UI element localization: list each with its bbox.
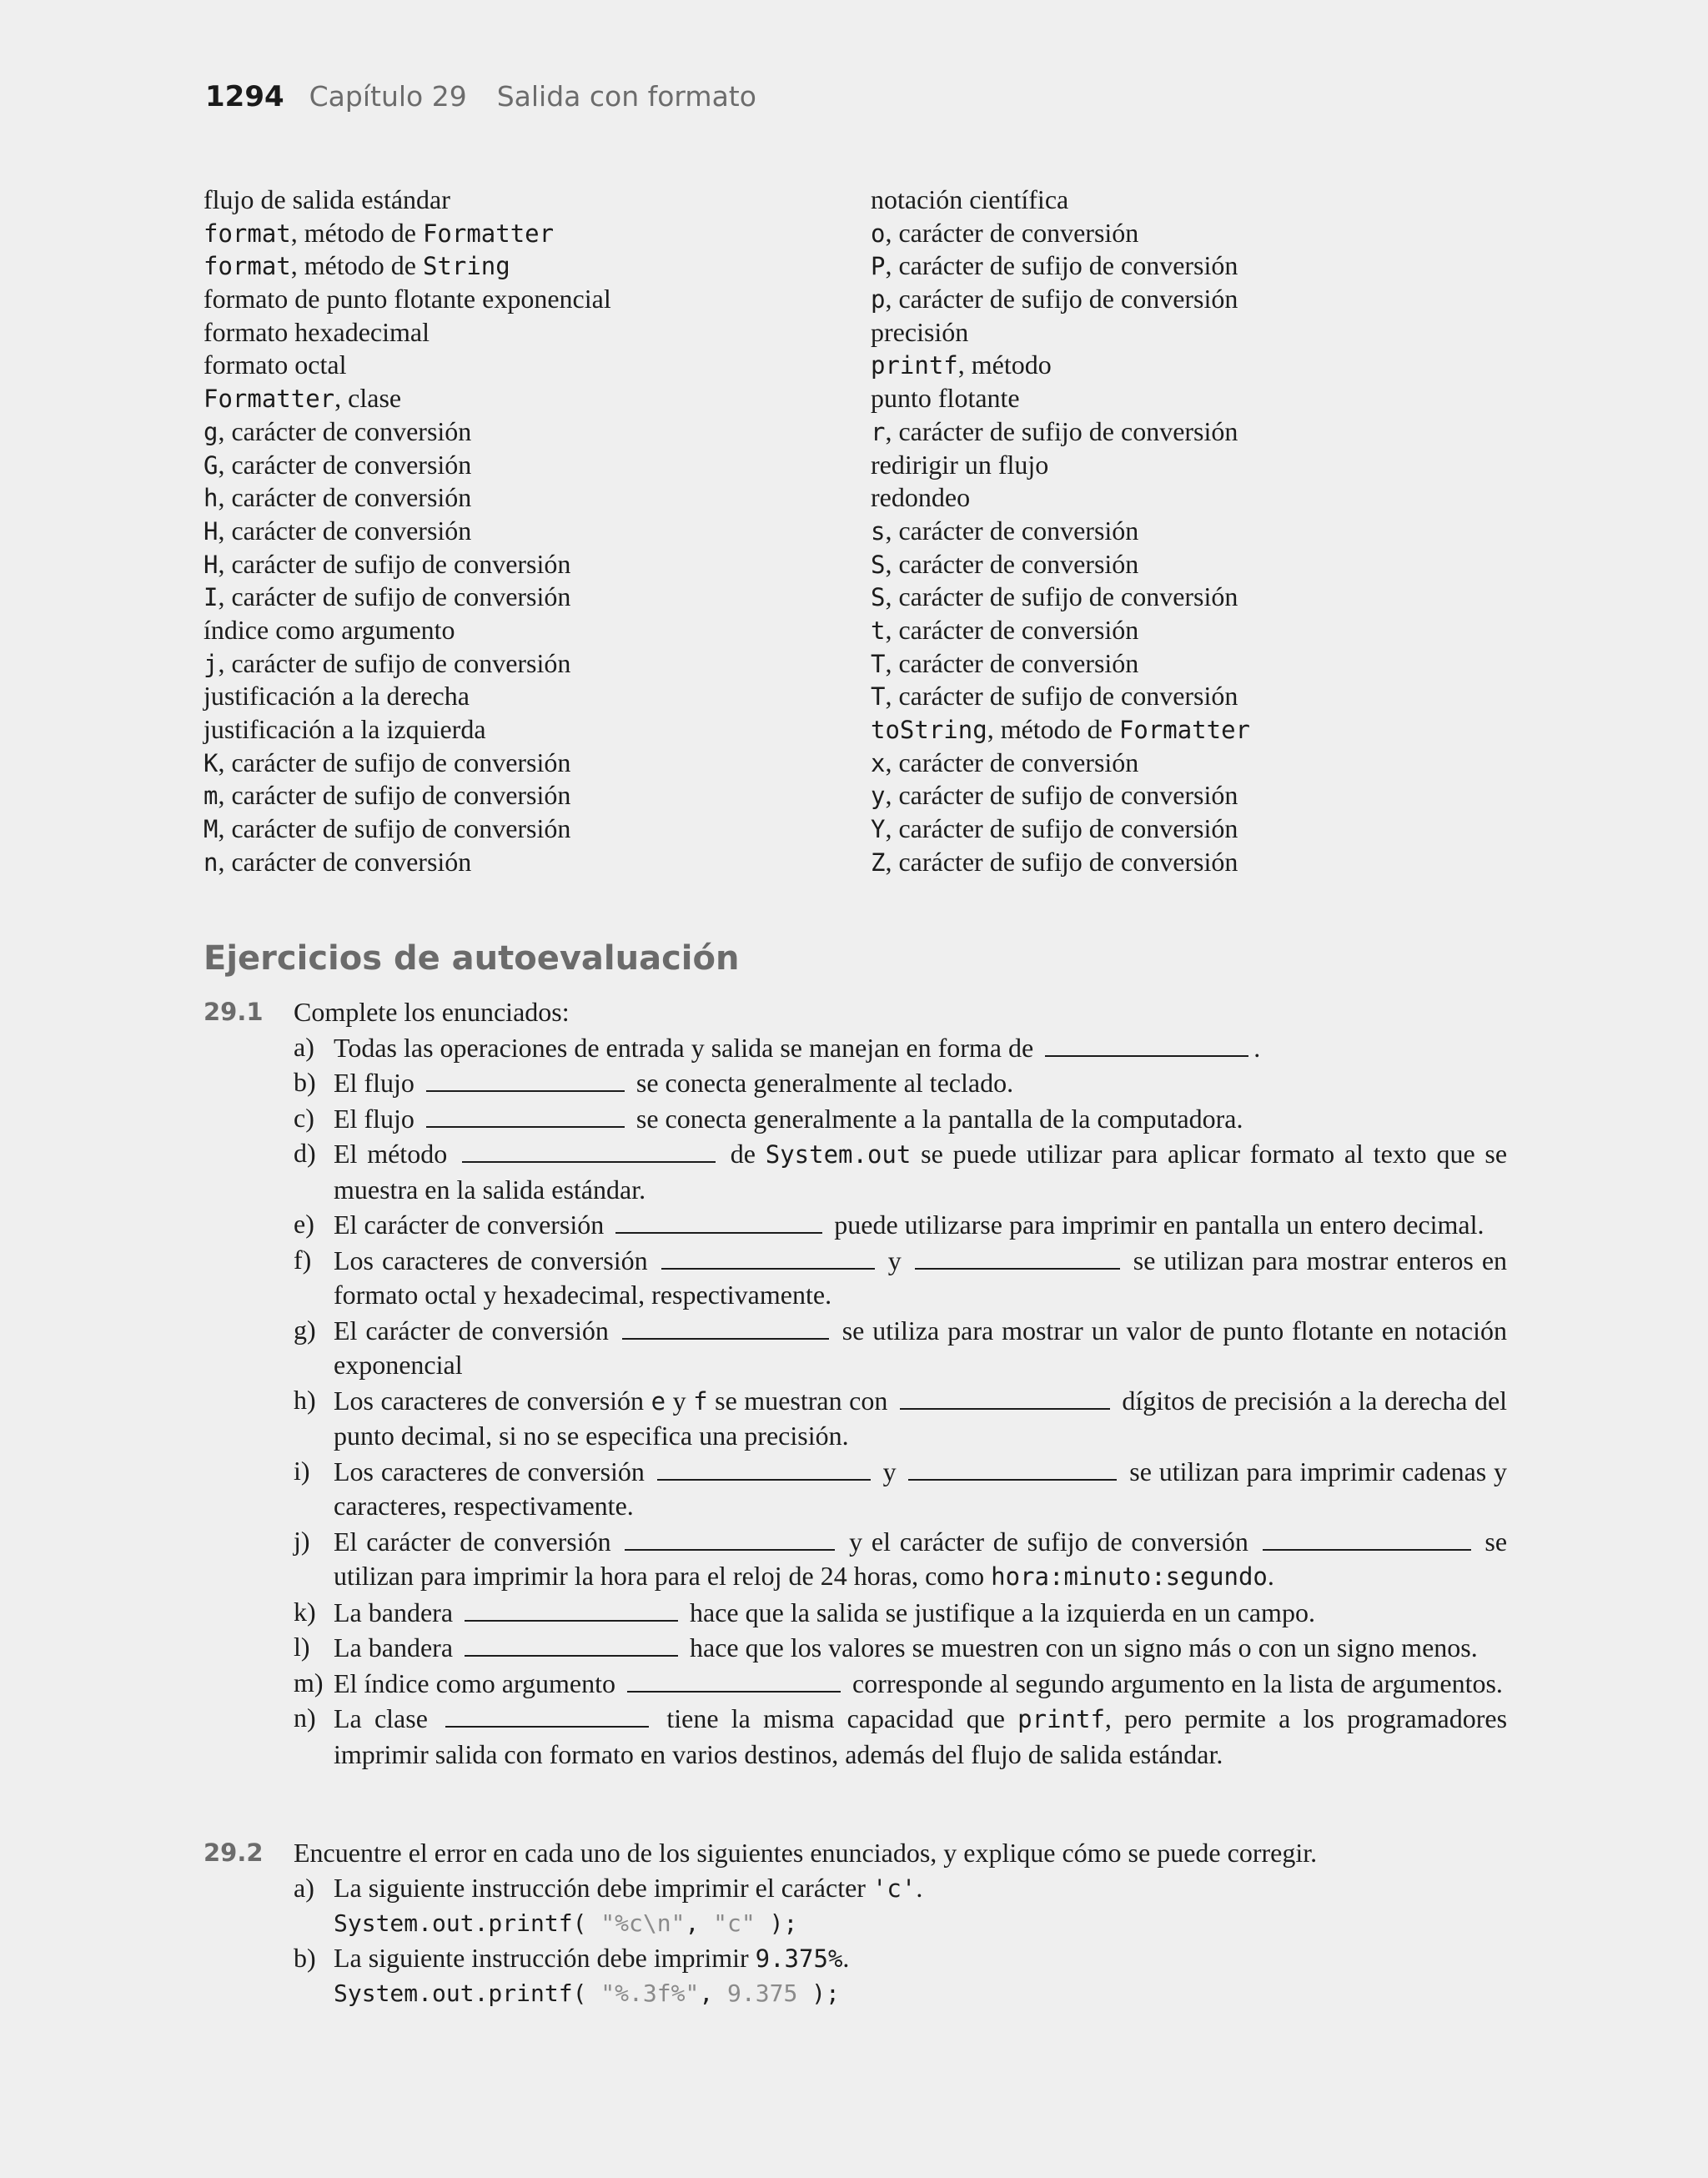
term-code: format bbox=[203, 219, 291, 248]
index-term bbox=[871, 184, 1538, 217]
code-line: System.out.printf( "%.3f%", 9.375 ); bbox=[334, 1979, 840, 2007]
term-text: índice como argumento bbox=[203, 614, 455, 645]
index-term bbox=[871, 747, 1538, 780]
item-text: La bandera bbox=[334, 1632, 454, 1662]
section-title: Ejercicios de autoevaluación bbox=[203, 939, 740, 978]
term-code: S bbox=[871, 583, 886, 612]
term-text: , carácter de conversión bbox=[218, 846, 472, 877]
index-term bbox=[203, 184, 871, 217]
answer-blank[interactable] bbox=[661, 1243, 875, 1270]
term-text: , carácter de conversión bbox=[885, 614, 1139, 645]
answer-blank[interactable] bbox=[622, 1313, 829, 1340]
answer-blank[interactable] bbox=[615, 1207, 822, 1234]
page-header bbox=[205, 80, 756, 117]
index-term bbox=[871, 249, 1538, 283]
index-term bbox=[871, 217, 1538, 250]
term-text: , método de bbox=[290, 250, 423, 281]
list-item bbox=[294, 1313, 1507, 1383]
answer-blank[interactable] bbox=[465, 1630, 678, 1657]
answer-blank[interactable] bbox=[1263, 1524, 1471, 1551]
item-label: k) bbox=[294, 1596, 316, 1627]
term-text: , carácter de sufijo de conversión bbox=[218, 581, 571, 612]
list-item bbox=[294, 1701, 1507, 1772]
term-code: s bbox=[871, 516, 886, 546]
term-text: , carácter de conversión bbox=[885, 217, 1139, 248]
term-text: , carácter de conversión bbox=[218, 515, 472, 546]
index-term bbox=[203, 515, 871, 548]
item-text: La clase bbox=[334, 1703, 428, 1733]
term-text: , carácter de conversión bbox=[885, 515, 1139, 546]
code-text: printf bbox=[1017, 1705, 1105, 1733]
item-text: y bbox=[882, 1456, 897, 1486]
index-term bbox=[203, 581, 871, 614]
term-text: , método de bbox=[290, 217, 423, 248]
item-text: . bbox=[1253, 1032, 1261, 1063]
item-text: La bandera bbox=[334, 1597, 454, 1627]
term-text: formato hexadecimal bbox=[203, 316, 430, 347]
list-item bbox=[294, 1454, 1507, 1524]
term-text: , carácter de sufijo de conversión bbox=[218, 548, 571, 579]
index-term bbox=[203, 614, 871, 647]
term-code: n bbox=[203, 848, 219, 877]
term-code: h bbox=[203, 484, 219, 513]
answer-blank[interactable] bbox=[426, 1101, 625, 1128]
code-line: System.out.printf( "%c\n", "c" ); bbox=[334, 1909, 798, 1937]
index-term bbox=[871, 382, 1538, 415]
term-text: , carácter de sufijo de conversión bbox=[885, 780, 1238, 811]
term-code: x bbox=[871, 748, 886, 777]
exercise-number: 29.1 bbox=[203, 998, 264, 1026]
item-text: hace que los valores se muestren con un signo más o con un signo menos. bbox=[690, 1632, 1478, 1662]
item-text: se muestran con bbox=[715, 1385, 888, 1416]
item-text: . bbox=[916, 1872, 923, 1903]
term-code: o bbox=[871, 219, 886, 248]
code-text: 'c' bbox=[872, 1874, 917, 1903]
chapter-title: Salida con formato bbox=[496, 80, 756, 113]
index-term bbox=[203, 548, 871, 581]
index-term bbox=[871, 415, 1538, 449]
item-text: El flujo bbox=[334, 1103, 414, 1134]
list-item bbox=[294, 1630, 1507, 1666]
item-text: El carácter de conversión bbox=[334, 1526, 611, 1557]
item-label: a) bbox=[294, 1031, 314, 1062]
index-term bbox=[203, 481, 871, 515]
index-term bbox=[871, 481, 1538, 515]
item-label: h) bbox=[294, 1384, 316, 1415]
index-term bbox=[203, 647, 871, 681]
term-text: justificación a la izquierda bbox=[203, 714, 486, 744]
item-label: e) bbox=[294, 1209, 314, 1239]
term-text: , carácter de sufijo de conversión bbox=[885, 250, 1238, 281]
term-code: H bbox=[203, 550, 219, 579]
item-text: El método bbox=[334, 1139, 448, 1169]
term-code: K bbox=[203, 748, 219, 777]
item-label: d) bbox=[294, 1138, 316, 1168]
index-term bbox=[871, 680, 1538, 713]
list-item bbox=[294, 1243, 1507, 1313]
list-item bbox=[294, 1065, 1507, 1101]
item-text: y bbox=[887, 1245, 902, 1275]
term-text: notación científica bbox=[871, 184, 1069, 214]
term-text: justificación a la derecha bbox=[203, 681, 470, 712]
list-item bbox=[294, 1666, 1507, 1702]
item-text: , pero permite a los programadores imprimir salida con formato en varios destinos, además del flujo de salida estándar. bbox=[334, 1703, 1508, 1769]
answer-blank[interactable] bbox=[1045, 1030, 1248, 1057]
answer-blank[interactable] bbox=[445, 1701, 649, 1728]
item-text: se utiliza para mostrar un valor de punto flotante en notación exponencial bbox=[334, 1315, 1508, 1380]
index-term bbox=[203, 680, 871, 713]
term-text: , clase bbox=[334, 383, 402, 414]
answer-blank[interactable] bbox=[625, 1524, 835, 1551]
item-label: i) bbox=[294, 1455, 310, 1486]
index-term bbox=[871, 316, 1538, 350]
list-item bbox=[294, 1383, 1507, 1454]
term-text: , carácter de sufijo de conversión bbox=[885, 581, 1238, 612]
term-text: , carácter de conversión bbox=[218, 482, 472, 513]
item-label: f) bbox=[294, 1244, 312, 1275]
answer-blank[interactable] bbox=[900, 1383, 1110, 1410]
index-term bbox=[203, 217, 871, 250]
item-text: Todas las operaciones de entrada y salida se manejan en forma de bbox=[334, 1032, 1034, 1063]
term-code: Formatter bbox=[422, 219, 555, 248]
code-text: System.out bbox=[765, 1140, 912, 1169]
term-text: formato de punto flotante exponencial bbox=[203, 284, 611, 314]
answer-blank[interactable] bbox=[465, 1595, 678, 1622]
term-text: , carácter de sufijo de conversión bbox=[218, 813, 571, 844]
index-term bbox=[203, 349, 871, 382]
exercise-intro: Complete los enunciados: bbox=[294, 997, 570, 1027]
answer-blank[interactable] bbox=[908, 1454, 1117, 1481]
item-text: y bbox=[672, 1385, 686, 1416]
term-text: , carácter de sufijo de conversión bbox=[885, 813, 1238, 844]
index-term bbox=[203, 713, 871, 747]
term-text: punto flotante bbox=[871, 383, 1020, 414]
term-text: redondeo bbox=[871, 482, 971, 513]
index-term bbox=[871, 647, 1538, 681]
term-code: Z bbox=[871, 848, 886, 877]
item-label: a) bbox=[294, 1872, 314, 1903]
terms-column-left bbox=[203, 184, 871, 878]
term-text: , carácter de conversión bbox=[218, 449, 472, 480]
code-text: e bbox=[651, 1386, 666, 1416]
list-item bbox=[294, 1941, 1507, 2011]
term-code: Formatter bbox=[1118, 716, 1251, 744]
list-item bbox=[294, 1595, 1507, 1631]
item-label: n) bbox=[294, 1703, 316, 1733]
code-text: 9.375% bbox=[755, 1944, 843, 1973]
term-text: , carácter de sufijo de conversión bbox=[218, 747, 571, 777]
item-text: . bbox=[1267, 1561, 1274, 1591]
term-code: String bbox=[422, 252, 510, 281]
term-text: redirigir un flujo bbox=[871, 449, 1049, 480]
index-term bbox=[871, 349, 1538, 382]
term-text: , carácter de sufijo de conversión bbox=[885, 681, 1238, 712]
term-code: p bbox=[871, 285, 886, 314]
item-label: b) bbox=[294, 1942, 316, 1973]
item-text: se puede utilizar para aplicar formato al texto que se muestra en la salida estándar. bbox=[334, 1139, 1508, 1205]
term-text: flujo de salida estándar bbox=[203, 184, 450, 214]
term-text: , método bbox=[957, 350, 1052, 380]
term-text: , carácter de conversión bbox=[885, 747, 1139, 777]
item-text: La siguiente instrucción debe imprimir el carácter bbox=[334, 1872, 866, 1903]
index-term bbox=[871, 713, 1538, 747]
answer-blank[interactable] bbox=[426, 1065, 625, 1092]
index-term bbox=[871, 548, 1538, 581]
index-term bbox=[203, 449, 871, 482]
exercise-number: 29.2 bbox=[203, 1838, 264, 1867]
index-term bbox=[871, 812, 1538, 846]
item-text: La siguiente instrucción debe imprimir bbox=[334, 1942, 749, 1973]
index-term bbox=[871, 614, 1538, 647]
list-item bbox=[294, 1030, 1507, 1066]
list-item bbox=[294, 1101, 1507, 1137]
list-item bbox=[294, 1136, 1507, 1207]
item-label: c) bbox=[294, 1102, 314, 1133]
index-term bbox=[203, 415, 871, 449]
term-code: T bbox=[871, 649, 886, 678]
list-item bbox=[294, 1207, 1507, 1243]
index-term bbox=[871, 581, 1538, 614]
item-text: corresponde al segundo argumento en la lista de argumentos. bbox=[851, 1667, 1503, 1698]
item-text: y el carácter de sufijo de conversión bbox=[849, 1526, 1248, 1557]
index-term bbox=[203, 747, 871, 780]
term-code: S bbox=[871, 550, 886, 579]
item-text: hace que la salida se justifique a la izquierda en un campo. bbox=[690, 1597, 1315, 1627]
term-text: , carácter de conversión bbox=[218, 415, 472, 446]
answer-blank[interactable] bbox=[915, 1243, 1120, 1270]
term-code: r bbox=[871, 417, 886, 446]
code-text: hora:minuto:segundo bbox=[991, 1562, 1268, 1591]
term-text: , carácter de sufijo de conversión bbox=[218, 780, 571, 811]
term-code: t bbox=[871, 616, 886, 645]
index-term bbox=[203, 316, 871, 350]
term-code: Formatter bbox=[203, 385, 335, 414]
index-term bbox=[203, 846, 871, 879]
item-label: l) bbox=[294, 1632, 310, 1662]
index-term bbox=[203, 249, 871, 283]
term-text: , carácter de sufijo de conversión bbox=[885, 284, 1238, 314]
answer-blank[interactable] bbox=[657, 1454, 871, 1481]
item-label: j) bbox=[294, 1525, 310, 1556]
item-text: se utilizan para imprimir la hora para el reloj de 24 horas, como bbox=[334, 1526, 1508, 1591]
item-text: dígitos de precisión a la derecha del punto decimal, si no se especifica una precisión. bbox=[334, 1385, 1508, 1451]
answer-blank[interactable] bbox=[627, 1666, 841, 1693]
term-text: precisión bbox=[871, 316, 969, 347]
item-text: . bbox=[842, 1942, 850, 1973]
item-text: tiene la misma capacidad que bbox=[666, 1703, 1005, 1733]
code-text: f bbox=[693, 1386, 708, 1416]
item-text: Los caracteres de conversión bbox=[334, 1245, 648, 1275]
term-text: formato octal bbox=[203, 350, 347, 380]
term-text: , carácter de sufijo de conversión bbox=[885, 846, 1238, 877]
item-text: puede utilizarse para imprimir en pantalla un entero decimal. bbox=[834, 1210, 1484, 1240]
term-code: T bbox=[871, 682, 886, 712]
item-text: El carácter de conversión bbox=[334, 1315, 609, 1346]
term-code: printf bbox=[871, 351, 958, 380]
term-code: toString bbox=[871, 716, 987, 744]
term-text: , carácter de sufijo de conversión bbox=[218, 647, 571, 678]
page-number: 1294 bbox=[205, 80, 284, 113]
item-text: de bbox=[730, 1139, 756, 1169]
index-term bbox=[203, 812, 871, 846]
item-text: Los caracteres de conversión bbox=[334, 1385, 645, 1416]
answer-blank[interactable] bbox=[462, 1136, 716, 1163]
term-code: I bbox=[203, 583, 219, 612]
term-code: G bbox=[203, 450, 219, 480]
exercise-intro: Encuentre el error en cada uno de los siguientes enunciados, y explique cómo se puede corregir. bbox=[294, 1838, 1318, 1868]
item-label: b) bbox=[294, 1067, 316, 1097]
index-term bbox=[871, 846, 1538, 879]
item-label: g) bbox=[294, 1314, 316, 1345]
item-text: se utilizan para imprimir cadenas y caracteres, respectivamente. bbox=[334, 1456, 1508, 1521]
list-item bbox=[294, 1524, 1507, 1595]
term-text: , carácter de conversión bbox=[885, 548, 1139, 579]
list-item bbox=[294, 1871, 1507, 1941]
item-label: m) bbox=[294, 1667, 324, 1698]
term-code: M bbox=[203, 815, 219, 844]
index-term bbox=[871, 779, 1538, 812]
item-text: se conecta generalmente al teclado. bbox=[635, 1068, 1014, 1098]
chapter-label: Capítulo 29 bbox=[309, 80, 467, 113]
item-text: El índice como argumento bbox=[334, 1667, 615, 1698]
item-text: se conecta generalmente a la pantalla de la computadora. bbox=[635, 1103, 1243, 1134]
term-code: H bbox=[203, 516, 219, 546]
index-term bbox=[203, 283, 871, 316]
index-term bbox=[871, 515, 1538, 548]
term-code: P bbox=[871, 252, 886, 281]
item-text: se utilizan para mostrar enteros en formato octal y hexadecimal, respectivamente. bbox=[334, 1245, 1508, 1310]
item-text: El flujo bbox=[334, 1068, 414, 1098]
term-text: , carácter de sufijo de conversión bbox=[885, 415, 1238, 446]
term-code: format bbox=[203, 252, 291, 281]
index-term bbox=[203, 382, 871, 415]
index-term bbox=[871, 449, 1538, 482]
index-term bbox=[871, 283, 1538, 316]
term-text: , método de bbox=[987, 714, 1119, 744]
term-code: y bbox=[871, 782, 886, 811]
item-text: Los caracteres de conversión bbox=[334, 1456, 645, 1486]
index-term bbox=[203, 779, 871, 812]
term-code: g bbox=[203, 417, 219, 446]
term-code: Y bbox=[871, 815, 886, 844]
item-text: El carácter de conversión bbox=[334, 1210, 605, 1240]
term-text: , carácter de conversión bbox=[885, 647, 1139, 678]
term-code: j bbox=[203, 649, 219, 678]
terms-column-right bbox=[871, 184, 1538, 878]
term-code: m bbox=[203, 782, 219, 811]
